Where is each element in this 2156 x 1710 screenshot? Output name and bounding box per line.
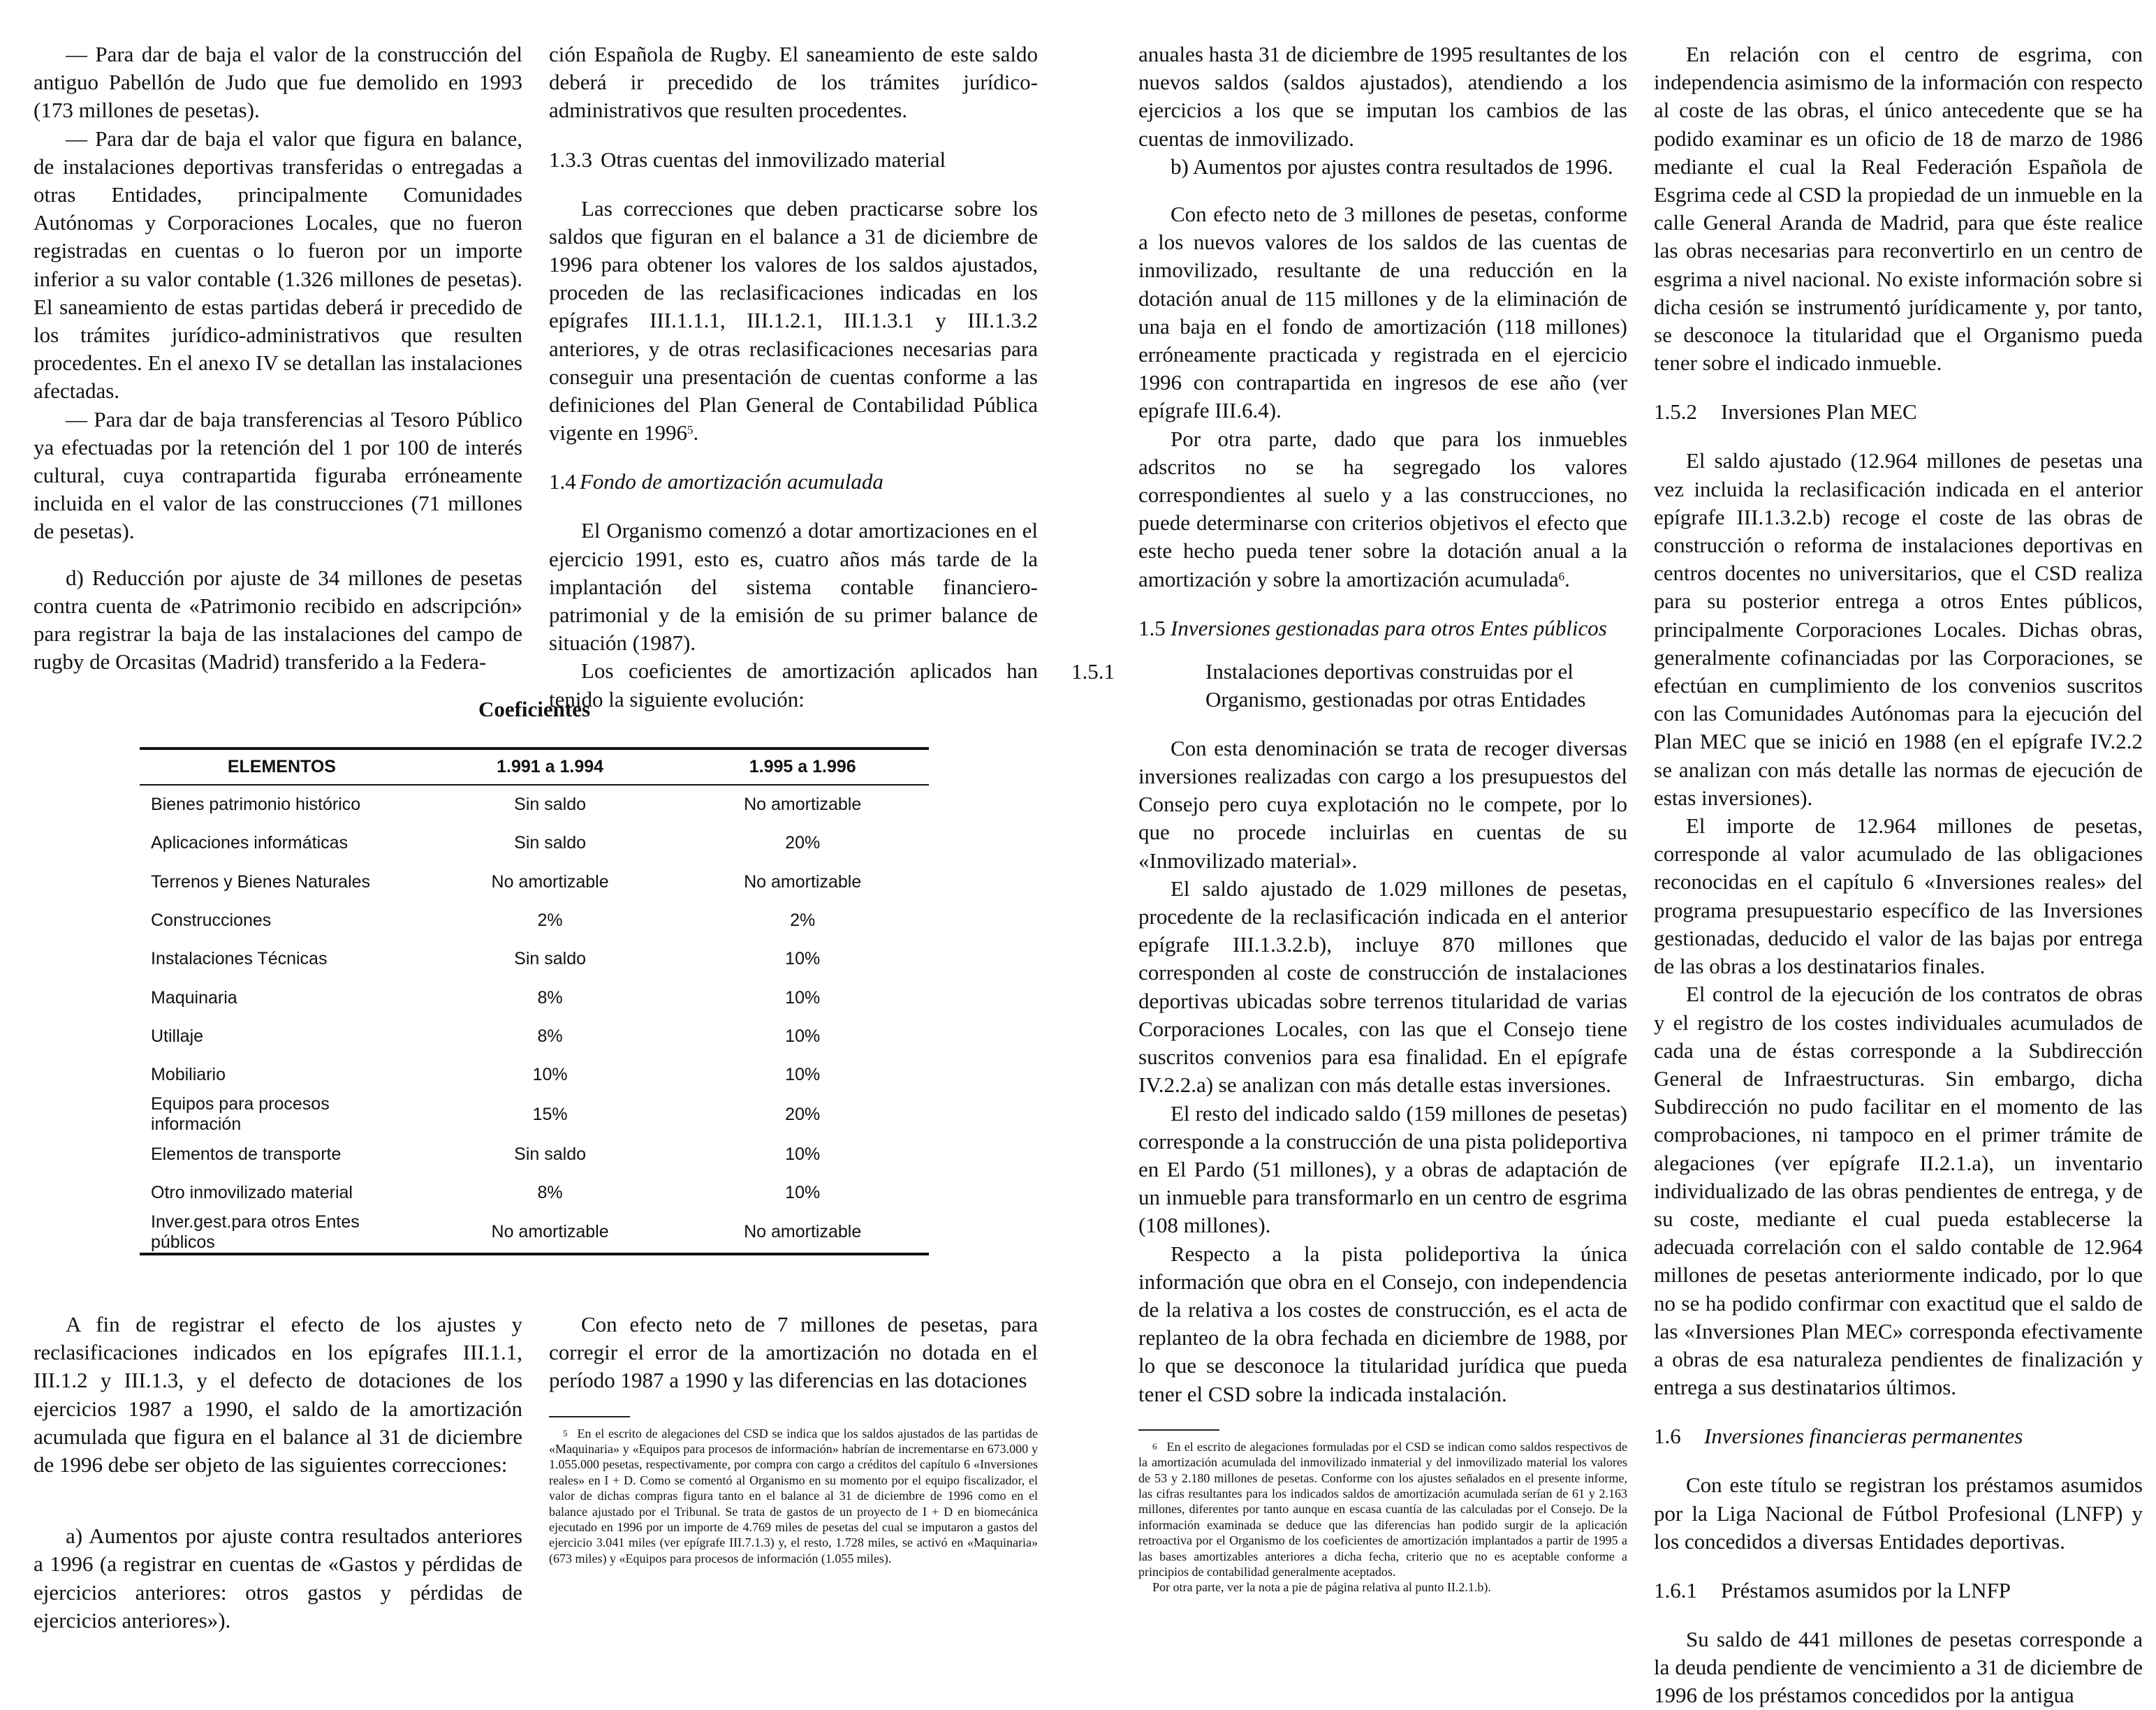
coefficient-cell: 10% bbox=[785, 1065, 821, 1085]
section-heading-1-5-2 bbox=[1654, 398, 2143, 426]
paragraph: Con este título se registran los préstamos asumidos por la Liga Nacional de Fútbol Profesional (LNFP) y los concedidos a diversas Entidades deportivas. bbox=[1654, 1473, 2143, 1554]
heading-text: Inversiones Plan MEC bbox=[1721, 399, 1917, 425]
coefficient-cell: Sin saldo bbox=[514, 949, 587, 969]
table bbox=[140, 747, 929, 1255]
paragraph: Los coeficientes de amortización aplicados han tenido la siguiente evolución: bbox=[549, 658, 1038, 712]
element-cell: Mobiliario bbox=[151, 1065, 226, 1085]
heading-text: Préstamos asumidos por la LNFP bbox=[1721, 1577, 2011, 1602]
table-row bbox=[140, 1135, 929, 1173]
table-row bbox=[140, 940, 929, 978]
heading-number: 1.4 bbox=[549, 469, 576, 494]
coefficient-cell: Sin saldo bbox=[514, 833, 587, 853]
heading-text: Fondo de amortización acumulada bbox=[580, 469, 883, 494]
left-col2-top bbox=[549, 40, 1038, 714]
column-header: 1.991 a 1.994 bbox=[424, 749, 677, 785]
paragraph: Su saldo de 441 millones de pesetas corresponde a la deuda pendiente de vencimiento a 31 de diciembre de 1996 de los préstamos concedidos por la antigua bbox=[1654, 1626, 2143, 1708]
coefficient-cell: 10% bbox=[785, 987, 821, 1008]
element-cell: Inver.gest.para otros Entes públicos bbox=[140, 1212, 424, 1254]
element-cell: Utillaje bbox=[151, 1026, 204, 1046]
left-page bbox=[0, 0, 1072, 1672]
coefficient-cell: 10% bbox=[785, 1144, 821, 1164]
paragraph-text: Las correcciones que deben practicarse sobre los saldos que figuran en el balance a 31 de diciembre de 1996 para obtener los valores de los saldos ajustados, proceden de las reclasificaciones indicadas en los epígrafes III.1.1.1, III.1.2.1, III.1.3.1 y III.1.3.2 anteriores, y de otras reclasificaciones necesarias para conseguir una presentación de cuentas conforme a las definiciones del Plan General de Contabilidad Pública vigente en 1996 bbox=[549, 196, 1038, 445]
coefficient-cell: No amortizable bbox=[676, 1212, 929, 1254]
coefficient-cell: 10% bbox=[785, 1026, 821, 1046]
coefficient-cell: 10% bbox=[532, 1065, 568, 1085]
right-page bbox=[1071, 0, 2156, 1708]
paragraph: Respecto a la pista polideportiva la única información que obra en el Consejo, con independencia de la relativa a los costes de construcción, es el acta de replanteo de la obra fechada en diciembre de 1988, por lo que se desconoce la titularidad jurídica que pueda tener el CSD sobre la indicada instalación. bbox=[1138, 1241, 1627, 1406]
heading-number: 1.5 bbox=[1138, 615, 1166, 640]
right-col2 bbox=[1654, 40, 2143, 1710]
element-cell: Equipos para procesos información bbox=[151, 1094, 330, 1135]
paragraph: ción Española de Rugby. El saneamiento de este saldo deberá ir precedido de los trámites jurídico-administrativos que resulten procedentes. bbox=[549, 42, 1038, 123]
coefficient-cell: 8% bbox=[537, 1182, 563, 1202]
footnote-number: 6 bbox=[1152, 1440, 1157, 1452]
table-row bbox=[140, 978, 929, 1017]
paragraph: El resto del indicado saldo (159 millones de pesetas) corresponde a la construcción de una pista polideportiva en El Pardo (51 millones), y a obras de adaptación de un inmueble para transformarlo en un centro de esgrima (108 millones). bbox=[1138, 1100, 1627, 1238]
coefficient-cell: No amortizable bbox=[491, 871, 609, 892]
element-cell: Otro inmovilizado material bbox=[151, 1182, 353, 1202]
coefficient-cell: 20% bbox=[785, 833, 821, 853]
paragraph: — Para dar de baja transferencias al Tesoro Público ya efectuadas por la retención del 1 por 100 de interés cultural, cuya contrapartida figuraba erróneamente incluida en el valor de las construcciones (71 millones de pesetas). bbox=[34, 406, 522, 544]
heading-text: Otras cuentas del inmovilizado material bbox=[601, 147, 946, 172]
element-cell: Maquinaria bbox=[151, 987, 237, 1008]
footnote-text: En el escrito de alegaciones formuladas por el CSD se indican como saldos respectivos de la amortización acumulada del inmovilizado inmaterial y del inmovilizado material los valores de 53 y 2.180 millones de pesetas. Conforme con los ajustes señalados en el presente informe, las cifras resultantes para los indicados saldos de amortización acumulada serían de 61 y 2.163 millones, diferentes por tanto aunque en escasa cuantía de las calculadas por el Consejo. De la información examinada se deduce que las diferencias han podido surgir de la aplicación retroactiva por el Organismo de los coeficientes de amortización implantados a partir de 1995 a las bases amortizables anteriores a dicha fecha, criterio que no es aceptable conforme a principios de contabilidad generalmente aceptados. bbox=[1138, 1439, 1627, 1579]
left-col2-bottom bbox=[549, 1311, 1038, 1566]
footnote-ref: 6 bbox=[1558, 569, 1565, 583]
coefficient-cell: 2% bbox=[790, 911, 816, 931]
element-cell: Aplicaciones informáticas bbox=[151, 833, 349, 853]
paragraph: El Organismo comenzó a dotar amortizaciones en el ejercicio 1991, esto es, cuatro años más tarde de la implantación del sistema contable financiero-patrimonial y de la emisión de su primer balance de situación (1987). bbox=[549, 518, 1038, 656]
heading-text: Instalaciones deportivas construidas por el Organismo, gestionadas por otras Entidades bbox=[1205, 658, 1586, 712]
heading-number: 1.3.3 bbox=[549, 147, 592, 172]
element-cell: Construcciones bbox=[151, 911, 272, 931]
coefficient-cell: 8% bbox=[537, 1026, 563, 1046]
table-row bbox=[140, 863, 929, 901]
heading-number: 1.5.1 bbox=[1071, 658, 1115, 684]
paragraph: El saldo ajustado (12.964 millones de pesetas una vez incluida la reclasificación indicada en el anterior epígrafe III.1.3.2.b) recoge el coste de las obras de construcción o reforma de instalaciones deportivas en centros docentes no universitarios, que el CSD realiza para su posterior entrega a otros Entes públicos, principalmente Corporaciones Locales. Dichas obras, generalmente cofinanciadas por las Corporaciones, se efectúan en cumplimiento de los convenios suscritos con las Comunidades Autónomas para la ejecución del Plan MEC que se inició en 1988 (en el epígrafe IV.2.2 se analizan con más detalle las normas de ejecución de estas inversiones). bbox=[1654, 448, 2143, 810]
table-header-row bbox=[140, 749, 929, 785]
table-row bbox=[140, 901, 929, 940]
heading-number: 1.5.2 bbox=[1654, 399, 1697, 425]
footnote bbox=[549, 1426, 1038, 1567]
coefficient-cell: Sin saldo bbox=[514, 795, 587, 815]
table-title: Coeficientes bbox=[478, 697, 591, 721]
element-cell: Terrenos y Bienes Naturales bbox=[151, 871, 371, 892]
footnote: Por otra parte, ver la nota a pie de página relativa al punto II.2.1.b). bbox=[1152, 1580, 1491, 1595]
table-row bbox=[140, 1174, 929, 1212]
coefficients-table bbox=[140, 697, 929, 1255]
footnote-number: 5 bbox=[563, 1427, 568, 1438]
table-row bbox=[140, 785, 929, 824]
coefficient-cell: 8% bbox=[537, 987, 563, 1008]
heading-text: Inversiones financieras permanentes bbox=[1704, 1424, 2023, 1449]
section-heading-1-4 bbox=[549, 468, 1038, 496]
coefficient-cell: No amortizable bbox=[744, 795, 862, 815]
element-cell: Elementos de transporte bbox=[151, 1144, 342, 1164]
paragraph: Con efecto neto de 7 millones de pesetas, para corregir el error de la amortización no dotada en el período 1987 a 1990 y las diferencias en las dotaciones bbox=[549, 1312, 1038, 1393]
coefficient-cell: No amortizable bbox=[744, 871, 862, 892]
heading-number: 1.6 bbox=[1654, 1424, 1681, 1449]
paragraph-text: Por otra parte, dado que para los inmuebles adscritos no se ha segregado los valores correspondientes al suelo y a las construcciones, no puede determinarse con criterios objetivos el efecto que este hecho pueda tener sobre la dotación anual a la amortización y sobre la amortización acumulada bbox=[1138, 426, 1627, 591]
paragraph: d) Reducción por ajuste de 34 millones de pesetas contra cuenta de «Patrimonio recibido en adscripción» para registrar la baja de las instalaciones del campo de rugby de Orcasitas (Madrid) transferido a la Federa- bbox=[34, 565, 522, 675]
paragraph: Con esta denominación se trata de recoger diversas inversiones realizadas con cargo a los presupuestos del Consejo pero cuya explotación no le compete, por lo que no procede incluirlas en cuentas de su «Inmovilizado material». bbox=[1138, 735, 1627, 873]
column-header: 1.995 a 1.996 bbox=[676, 749, 929, 785]
table-row bbox=[140, 1056, 929, 1094]
table-row bbox=[140, 1094, 929, 1135]
paragraph: — Para dar de baja el valor que figura en balance, de instalaciones deportivas transferidas o entregadas a otras Entidades, principalmente Comunidades Autónomas y Corporaciones Locales, que no fueron registradas en cuentas o lo fueron por un importe inferior a su valor contable (1.326 millones de pesetas). El saneamiento de estas partidas deberá ir precedido de los trámites jurídico-administrativos que resulten procedentes. En el anexo IV se detallan las instalaciones afectadas. bbox=[34, 126, 522, 404]
paragraph: Las correcciones que deben practicarse sobre los saldos que figuran en el balance a 31 de diciembre de 1996 para obtener los valores de los saldos ajustados, proceden de las reclasificaciones indicadas en los epígrafes III.1.1.1, III.1.2.1, III.1.3.1 y III.1.3.2 anteriores, y de otras reclasificaciones necesarias para conseguir una presentación de cuentas conforme a las definiciones del Plan General de Contabilidad Pública vigente en 1996$^5$. bbox=[549, 196, 1038, 445]
table-row bbox=[140, 1017, 929, 1056]
footnote-divider bbox=[549, 1416, 630, 1417]
paragraph: El importe de 12.964 millones de pesetas, corresponde al valor acumulado de las obligaciones reconocidas en el capítulo 6 «Inversiones reales» del programa presupuestario específico de las Inversiones gestionadas, deducido el valor de las bajas por entrega de las obras a los destinatarios finales. bbox=[1654, 813, 2143, 979]
column-header: ELEMENTOS bbox=[140, 749, 424, 785]
left-col1-top bbox=[34, 40, 522, 676]
paragraph: a) Aumentos por ajuste contra resultados anteriores a 1996 (a registrar en cuentas de «Gastos y pérdidas de ejercicios anteriores: otros gastos y pérdidas de ejercicios anteriores»). bbox=[34, 1524, 522, 1632]
right-col1 bbox=[1071, 40, 1627, 1595]
paragraph: — Para dar de baja el valor de la construcción del antiguo Pabellón de Judo que fue demolido en 1993 (173 millones de pesetas). bbox=[34, 42, 522, 123]
coefficient-cell: 15% bbox=[532, 1104, 568, 1124]
section-heading-1-3-3 bbox=[549, 146, 1038, 174]
coefficient-cell: Sin saldo bbox=[514, 1144, 587, 1164]
element-cell: Instalaciones Técnicas bbox=[151, 949, 328, 969]
paragraph: Con efecto neto de 3 millones de pesetas, conforme a los nuevos valores de los saldos de las cuentas de inmovilizado, resultante de una reducción en la dotación anual de 115 millones y de la eliminación de una baja en el fondo de amortización (118 millones) erróneamente practicada y registrada en el ejercicio 1996 con contrapartida en ingresos de ese año (ver epígrafe III.6.4). bbox=[1138, 202, 1627, 423]
element-cell: Bienes patrimonio histórico bbox=[151, 795, 361, 815]
table-row bbox=[140, 824, 929, 862]
paragraph: Por otra parte, dado que para los inmuebles adscritos no se ha segregado los valores correspondientes al suelo y a las construcciones, no puede determinarse con criterios objetivos el efecto que este hecho pueda tener sobre la dotación anual a la amortización y sobre la amortización acumulada$^6$. bbox=[1138, 426, 1627, 591]
coefficient-cell: 2% bbox=[537, 911, 563, 931]
section-heading-1-5-1 bbox=[1071, 658, 1627, 714]
footnote-ref: 5 bbox=[687, 423, 694, 437]
coefficient-cell: 20% bbox=[785, 1104, 821, 1124]
section-heading-1-5 bbox=[1138, 614, 1627, 642]
footnote-divider bbox=[1138, 1429, 1219, 1431]
footnote-text: En el escrito de alegaciones del CSD se indica que los saldos ajustados de las partidas de «Maquinaria» y «Equipos para procesos de información» habrían de incrementarse en 673.000 y 1.055.000 pesetas, respectivamente, por compra con cargo a créditos del capítulo 6 «Inversiones reales» en I + D. Como se comentó al Organismo en su momento por el equipo fiscalizador, el valor de dichas compras figura tanto en el balance al 31 de diciembre de 1996 como en el balance ajustado por el Tribunal. Se trata de gastos de un proyecto de I + D en biomecánica ejecutado en 1996 por un importe de 4.769 miles de pesetas del cual se imputaron a gastos del ejercicio 3.041 miles (ver epígrafe III.7.1.3) y, el resto, 1.728 miles, se activó en «Maquinaria» (673 miles) y «Equipos para procesos de información (1.055 miles). bbox=[549, 1426, 1038, 1565]
coefficient-cell: No amortizable bbox=[424, 1212, 677, 1254]
heading-number: 1.6.1 bbox=[1654, 1577, 1697, 1602]
paragraph: El control de la ejecución de los contratos de obras y el registro de los costes individuales acumulados de cada una de éstas corresponde a la Subdirección General de Infraestructuras. Sin embargo, dicha Subdirección no pudo facilitar en el momento de las comprobaciones, ni tampoco en el primer trámite de alegaciones (ver epígrafe II.2.1.a), un inventario individualizado de las obras pendientes de entrega, y de su coste, mediante el cual pueda establecerse la adecuada correlación con el saldo contable de 12.964 millones de pesetas anteriormente indicado, por lo que no se ha podido confirmar con exactitud que el saldo de las «Inversiones Plan MEC» corresponda efectivamente a obras de esa naturaleza pendientes de finalización y entrega a sus destinatarios últimos. bbox=[1654, 982, 2143, 1400]
paragraph: En relación con el centro de esgrima, con independencia asimismo de la información con respecto al coste de las obras, el único antecedente que se ha podido examinar es un oficio de 18 de marzo de 1986 mediante el cual la Real Federación Española de Esgrima cede al CSD la propiedad de un inmueble en la calle General Aranda de Madrid, para que éste realice las obras necesarias para reconvertirlo en un centro de esgrima a nivel nacional. No existe información sobre si dicha cesión se instrumentó jurídicamente y, por tanto, se desconoce la titularidad que el Organismo pueda tener sobre el indicado inmueble. bbox=[1654, 42, 2143, 376]
paragraph: anuales hasta 31 de diciembre de 1995 resultantes de los nuevos saldos (saldos ajustados), atendiendo a los ejercicios a los que se imputan los cambios de las cuentas de inmovilizado. bbox=[1138, 42, 1627, 151]
coefficient-cell: 10% bbox=[785, 1182, 821, 1202]
coefficient-cell: 10% bbox=[785, 949, 821, 969]
heading-text: Inversiones gestionadas para otros Entes públicos bbox=[1171, 615, 1607, 640]
section-heading-1-6-1 bbox=[1654, 1577, 2143, 1605]
paragraph: El saldo ajustado de 1.029 millones de pesetas, procedente de la reclasificación indicada en el anterior epígrafe III.1.3.2.b), incluye 870 millones que corresponden al coste de construcción de instalaciones deportivas ubicadas sobre terrenos titularidad de varias Corporaciones Locales, con las que el Consejo tiene suscritos convenios para esa finalidad. En el epígrafe IV.2.2.a) se analizan con más detalle estas inversiones. bbox=[1138, 876, 1627, 1098]
paragraph: b) Aumentos por ajustes contra resultados de 1996. bbox=[1171, 154, 1613, 179]
table-row bbox=[140, 1212, 929, 1254]
paragraph: A fin de registrar el efecto de los ajustes y reclasificaciones indicados en los epígrafes III.1.1, III.1.2 y III.1.3, y el defecto de dotaciones de los ejercicios 1987 a 1990, el saldo de la amortización acumulada que figura en el balance al 31 de diciembre de 1996 debe ser objeto de las siguientes correcciones: bbox=[34, 1312, 522, 1477]
left-col1-bottom bbox=[34, 1311, 522, 1635]
section-heading-1-6 bbox=[1654, 1422, 2143, 1450]
footnote bbox=[1138, 1439, 1627, 1580]
